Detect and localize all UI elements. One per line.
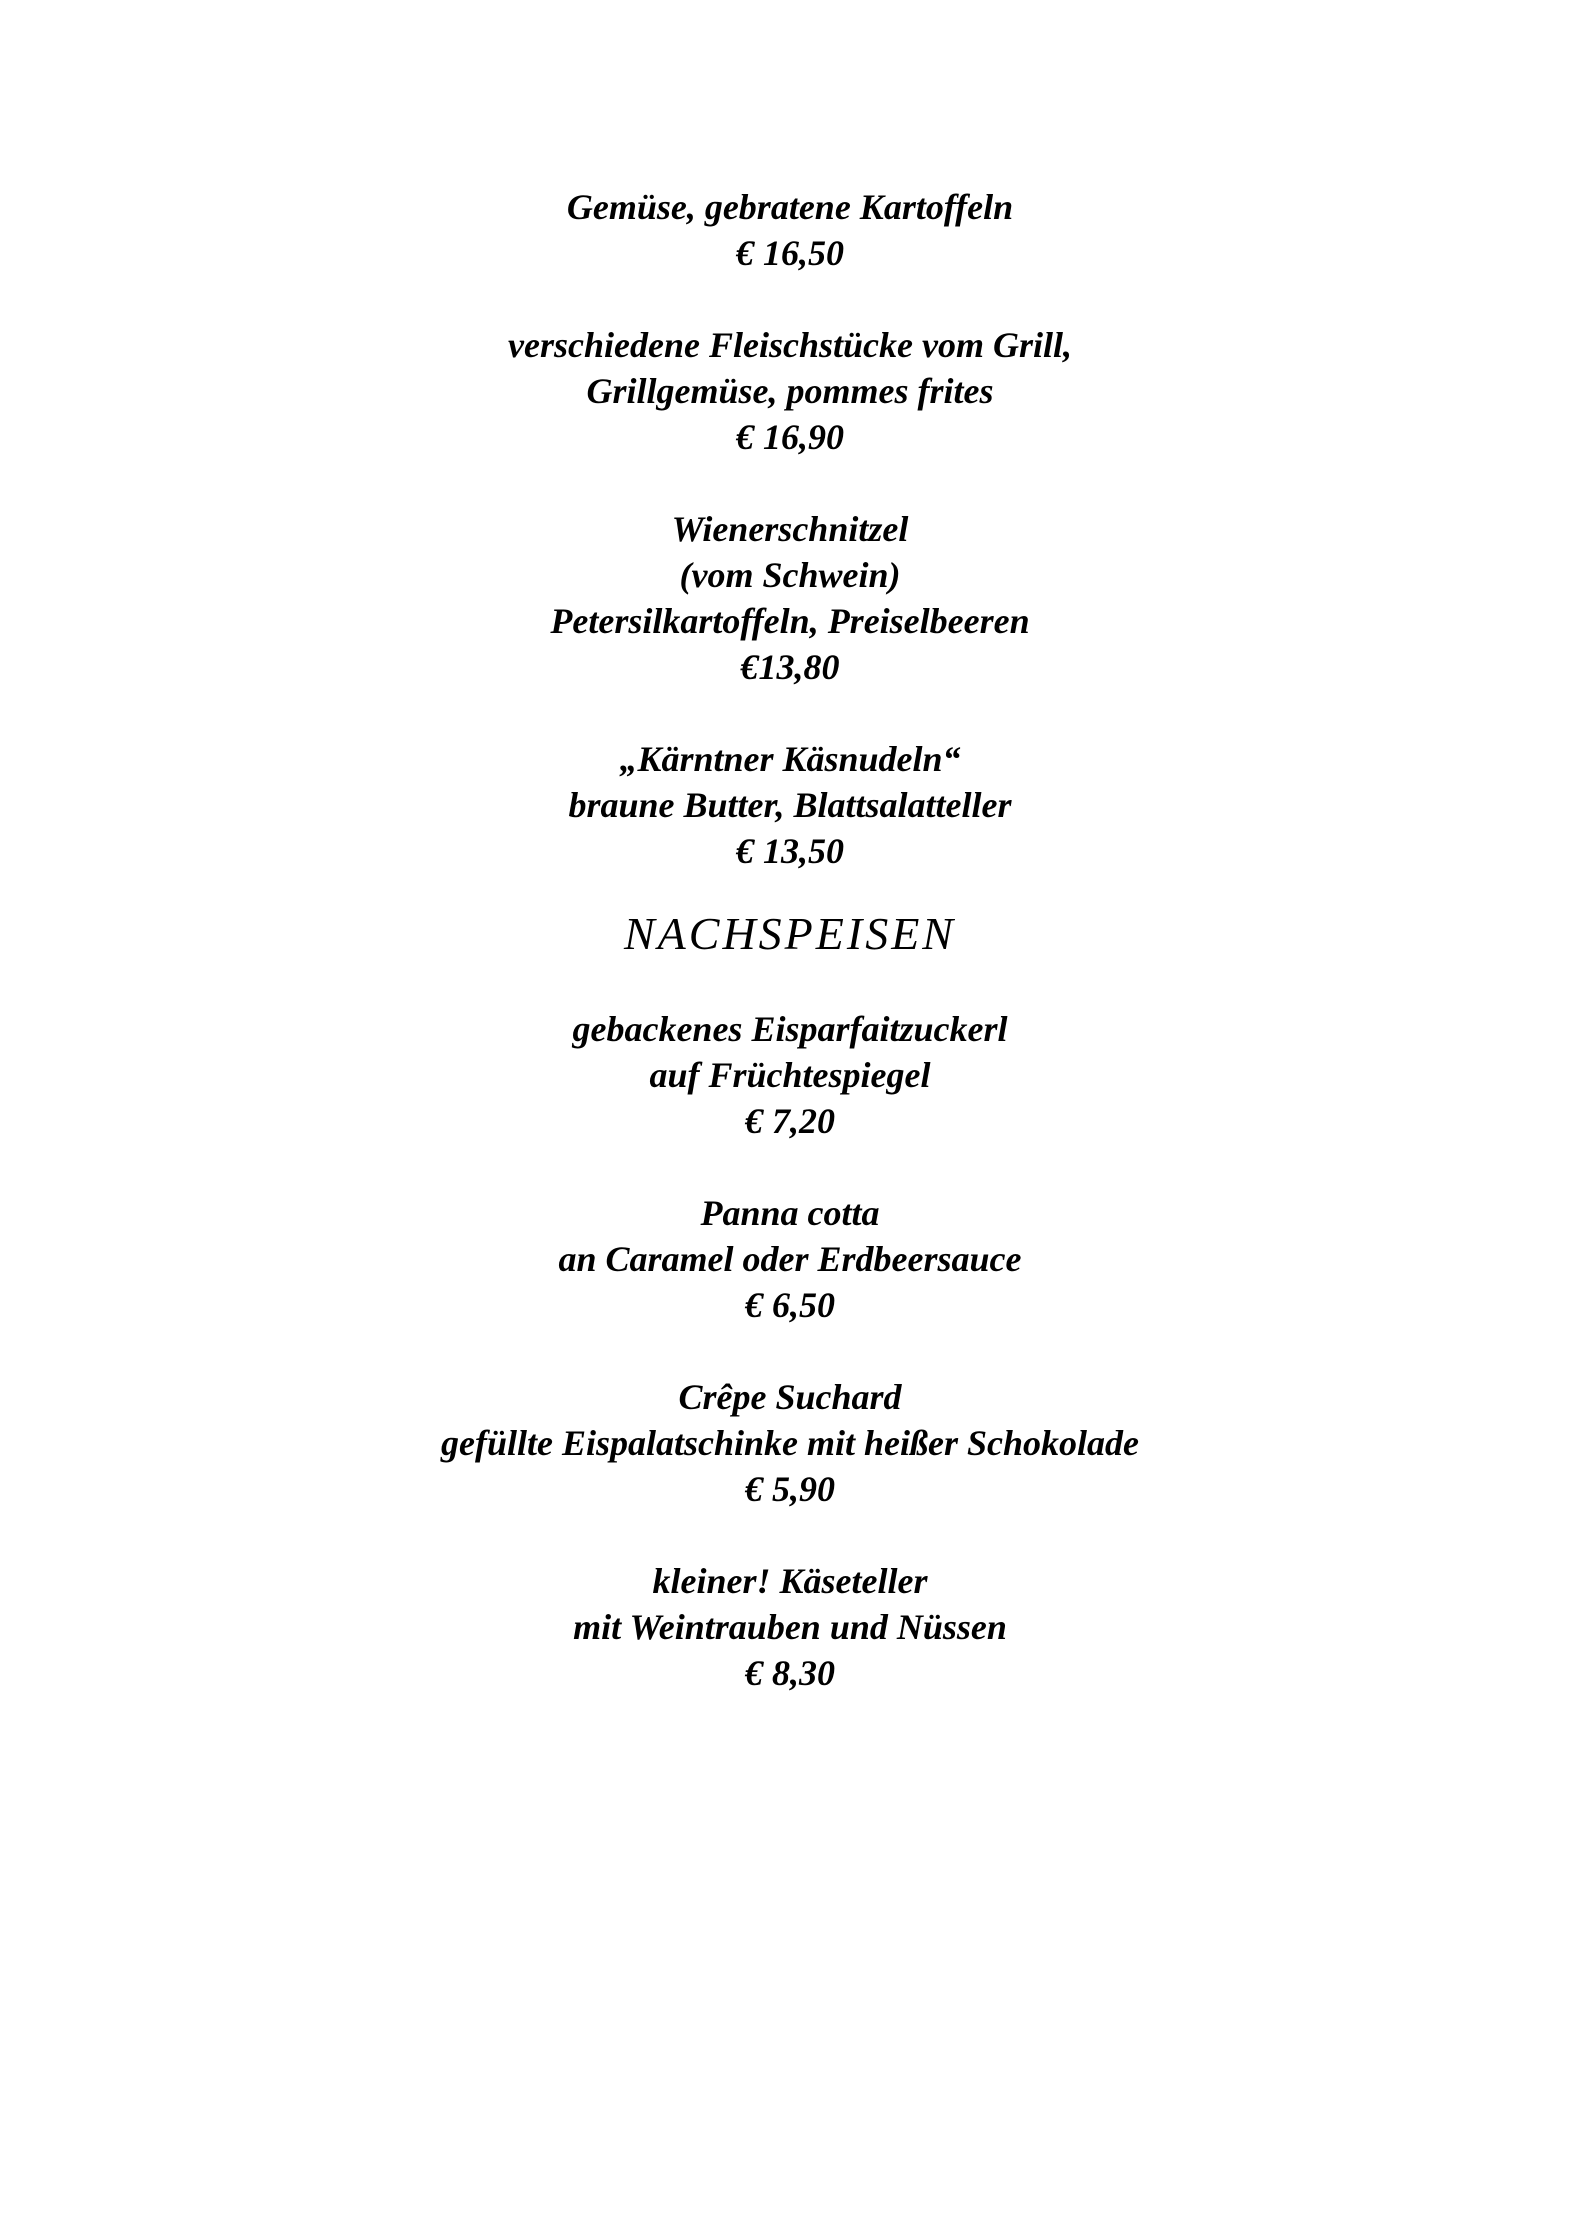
item-price: € 5,90: [745, 1469, 835, 1509]
item-description: Petersilkartoffeln, Preiselbeeren: [550, 601, 1030, 641]
item-description: Gemüse, gebratene Kartoffeln: [566, 187, 1014, 227]
item-name: Wienerschnitzel: [671, 509, 909, 549]
menu-item: [0, 184, 1570, 276]
item-price: € 16,90: [736, 417, 844, 457]
item-description: gefüllte Eispalatschinke mit heißer Schokolade: [440, 1423, 1139, 1463]
menu-item: [0, 1558, 1570, 1696]
item-name: kleiner! Käseteller: [652, 1561, 928, 1601]
menu-item: [0, 322, 1570, 460]
menu-item: [0, 1190, 1570, 1328]
item-price: € 6,50: [745, 1285, 835, 1325]
menu-item: [0, 736, 1570, 874]
item-name: Panna cotta: [700, 1193, 880, 1233]
menu-item: [0, 506, 1570, 690]
item-price: €13,80: [740, 647, 840, 687]
item-price: € 7,20: [745, 1101, 835, 1141]
item-description: an Caramel oder Erdbeersauce: [558, 1239, 1022, 1279]
item-price: € 8,30: [745, 1653, 835, 1693]
item-name: Crêpe Suchard: [678, 1377, 902, 1417]
item-description: (vom Schwein): [679, 555, 901, 595]
menu-item: [0, 1006, 1570, 1144]
item-price: € 16,50: [736, 233, 844, 273]
item-description: mit Weintrauben und Nüssen: [573, 1607, 1007, 1647]
section-title: NACHSPEISEN: [624, 908, 956, 959]
menu-item: [0, 1374, 1570, 1512]
item-price: € 13,50: [736, 831, 844, 871]
item-description: braune Butter, Blattsalatteller: [568, 785, 1012, 825]
item-name: gebackenes Eisparfaitzuckerl: [572, 1009, 1008, 1049]
item-description: auf Früchtespiegel: [649, 1055, 931, 1095]
item-name: „Kärntner Käsnudeln“: [619, 739, 961, 779]
item-description: verschiedene Fleischstücke vom Grill,: [508, 325, 1072, 365]
menu-content: [0, 184, 1570, 1696]
item-description: Grillgemüse, pommes frites: [586, 371, 994, 411]
